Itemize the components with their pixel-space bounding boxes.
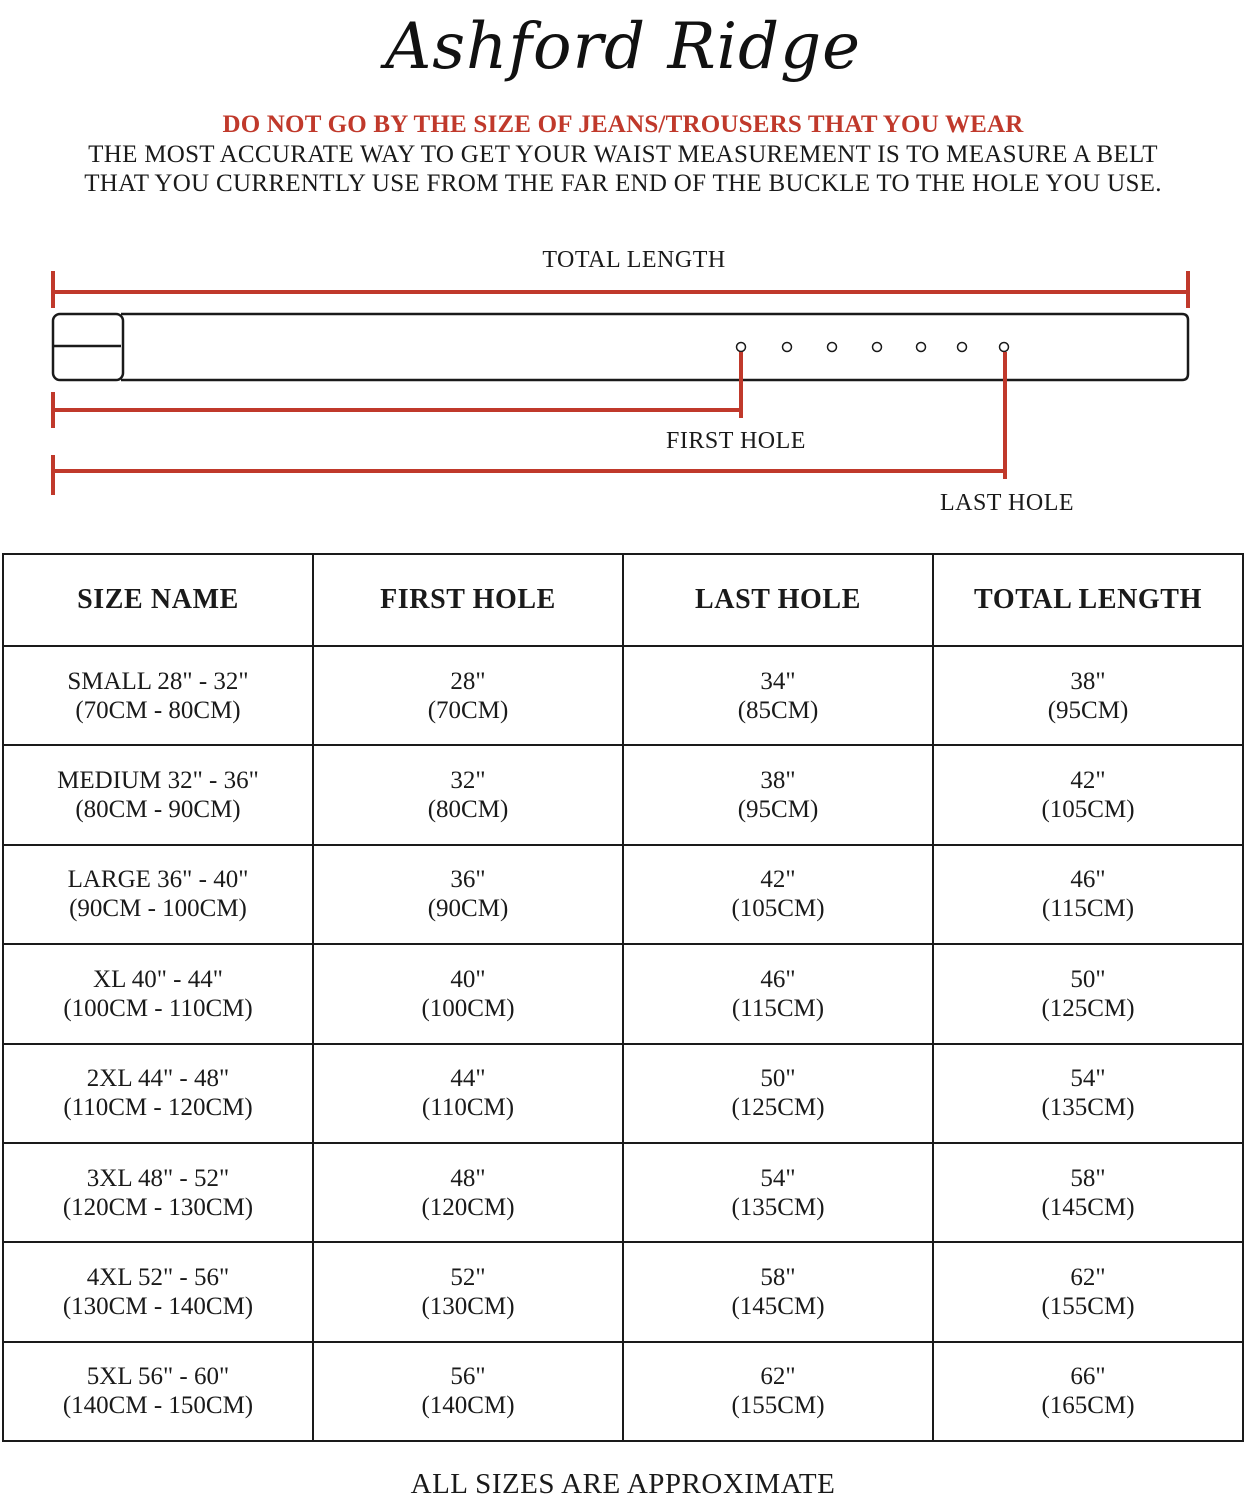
- cell-primary-text: 62": [760, 1363, 796, 1391]
- first-hole-cell: [313, 745, 623, 844]
- cell-secondary-text: (155CM): [731, 1392, 825, 1420]
- cell-primary-text: 58": [1070, 1164, 1106, 1192]
- cell-primary-text: MEDIUM 32" - 36": [57, 767, 259, 795]
- size-name-cell: [3, 1242, 313, 1341]
- cell-primary-text: 40": [450, 965, 486, 993]
- cell-primary-text: 50": [760, 1065, 796, 1093]
- cell-secondary-text: (110CM - 120CM): [63, 1094, 253, 1122]
- cell-secondary-text: (165CM): [1041, 1392, 1135, 1420]
- belt-hole: [873, 343, 882, 352]
- cell-secondary-text: (130CM - 140CM): [62, 1292, 254, 1320]
- cell-secondary-text: (140CM - 150CM): [62, 1392, 254, 1420]
- size-name-cell: [3, 745, 313, 844]
- last-hole-label: LAST HOLE: [939, 490, 1075, 516]
- belt-hole: [958, 343, 967, 352]
- belt-hole: [917, 343, 926, 352]
- column-header-size-name: SIZE NAME: [3, 554, 313, 646]
- brand-logo: Ashford Ridge: [385, 10, 861, 84]
- table-row: [3, 646, 1243, 745]
- table-row: [3, 1044, 1243, 1143]
- total-length-cell: [933, 745, 1243, 844]
- size-chart-body: [3, 646, 1243, 1441]
- belt-hole: [737, 343, 746, 352]
- size-chart-table: [2, 553, 1244, 1442]
- size-name-cell: [3, 845, 313, 944]
- cell-primary-text: 54": [760, 1164, 796, 1192]
- total-length-cell: [933, 1342, 1243, 1441]
- cell-secondary-text: (130CM): [421, 1292, 515, 1320]
- last-hole-cell: [623, 745, 933, 844]
- belt-hole: [828, 343, 837, 352]
- first-hole-cell: [313, 1044, 623, 1143]
- last-hole-cell: [623, 1044, 933, 1143]
- cell-primary-text: 42": [1070, 767, 1106, 795]
- cell-primary-text: SMALL 28" - 32": [67, 667, 249, 695]
- belt-outline: [53, 314, 1188, 380]
- belt-strap: [121, 314, 1188, 380]
- table-row: [3, 745, 1243, 844]
- belt-holes: [737, 343, 1009, 352]
- size-name-cell: [3, 944, 313, 1043]
- total-length-label: TOTAL LENGTH: [542, 247, 726, 273]
- cell-primary-text: 34": [760, 667, 796, 695]
- last-hole-cell: [623, 944, 933, 1043]
- cell-secondary-text: (70CM): [427, 696, 509, 724]
- last-hole-measure: [53, 352, 1005, 495]
- cell-primary-text: 48": [450, 1164, 486, 1192]
- size-name-cell: [3, 1342, 313, 1441]
- cell-primary-text: 54": [1070, 1065, 1106, 1093]
- table-row: [3, 1242, 1243, 1341]
- instruction-line-2: THAT YOU CURRENTLY USE FROM THE FAR END OF THE BUCKLE TO THE HOLE YOU USE.: [84, 170, 1162, 197]
- cell-secondary-text: (145CM): [1041, 1193, 1135, 1221]
- first-hole-label: FIRST HOLE: [666, 428, 806, 454]
- cell-primary-text: 4XL 52" - 56": [86, 1263, 230, 1291]
- cell-secondary-text: (80CM - 90CM): [75, 796, 241, 824]
- cell-primary-text: 46": [760, 965, 796, 993]
- first-hole-cell: [313, 1342, 623, 1441]
- cell-primary-text: 5XL 56" - 60": [86, 1363, 230, 1391]
- cell-secondary-text: (120CM): [421, 1193, 515, 1221]
- first-hole-cell: [313, 1242, 623, 1341]
- cell-primary-text: 2XL 44" - 48": [86, 1065, 230, 1093]
- table-row: [3, 1143, 1243, 1242]
- column-header-total-length: TOTAL LENGTH: [933, 554, 1243, 646]
- cell-secondary-text: (70CM - 80CM): [75, 696, 241, 724]
- cell-secondary-text: (95CM): [737, 796, 819, 824]
- last-hole-cell: [623, 1143, 933, 1242]
- column-header-first-hole: FIRST HOLE: [313, 554, 623, 646]
- cell-primary-text: 38": [760, 767, 796, 795]
- cell-primary-text: 50": [1070, 965, 1106, 993]
- cell-secondary-text: (110CM): [421, 1094, 515, 1122]
- total-length-cell: [933, 1143, 1243, 1242]
- cell-secondary-text: (100CM): [421, 994, 515, 1022]
- cell-secondary-text: (120CM - 130CM): [62, 1193, 254, 1221]
- belt-hole: [1000, 343, 1009, 352]
- last-hole-cell: [623, 646, 933, 745]
- size-name-cell: [3, 1044, 313, 1143]
- total-length-cell: [933, 944, 1243, 1043]
- cell-primary-text: 58": [760, 1263, 796, 1291]
- first-hole-cell: [313, 1143, 623, 1242]
- cell-primary-text: 42": [760, 866, 796, 894]
- cell-primary-text: 32": [450, 767, 486, 795]
- cell-secondary-text: (105CM): [1041, 796, 1135, 824]
- table-row: [3, 1342, 1243, 1441]
- cell-primary-text: 3XL 48" - 52": [86, 1164, 230, 1192]
- first-hole-cell: [313, 646, 623, 745]
- cell-secondary-text: (115CM): [1041, 895, 1135, 923]
- size-warning: DO NOT GO BY THE SIZE OF JEANS/TROUSERS THAT YOU WEAR: [222, 111, 1024, 138]
- cell-secondary-text: (100CM - 110CM): [63, 994, 253, 1022]
- total-length-cell: [933, 1242, 1243, 1341]
- cell-primary-text: XL 40" - 44": [93, 965, 223, 993]
- cell-primary-text: 28": [450, 667, 486, 695]
- table-row: [3, 845, 1243, 944]
- belt-diagram: [0, 230, 1246, 530]
- cell-secondary-text: (125CM): [731, 1094, 825, 1122]
- cell-secondary-text: (105CM): [731, 895, 825, 923]
- instruction-line-1: THE MOST ACCURATE WAY TO GET YOUR WAIST MEASUREMENT IS TO MEASURE A BELT: [88, 141, 1158, 168]
- size-name-cell: [3, 1143, 313, 1242]
- cell-secondary-text: (135CM): [1041, 1094, 1135, 1122]
- belt-hole: [783, 343, 792, 352]
- cell-primary-text: 56": [450, 1363, 486, 1391]
- cell-primary-text: LARGE 36" - 40": [67, 866, 249, 894]
- last-hole-cell: [623, 1242, 933, 1341]
- total-length-cell: [933, 646, 1243, 745]
- cell-secondary-text: (135CM): [731, 1193, 825, 1221]
- cell-secondary-text: (95CM): [1047, 696, 1129, 724]
- cell-secondary-text: (80CM): [427, 796, 509, 824]
- cell-secondary-text: (90CM - 100CM): [69, 895, 247, 923]
- first-hole-cell: [313, 845, 623, 944]
- cell-secondary-text: (155CM): [1041, 1292, 1135, 1320]
- column-header-last-hole: LAST HOLE: [623, 554, 933, 646]
- table-row: [3, 944, 1243, 1043]
- cell-secondary-text: (115CM): [731, 994, 825, 1022]
- cell-secondary-text: (85CM): [737, 696, 819, 724]
- cell-primary-text: 44": [450, 1065, 486, 1093]
- first-hole-cell: [313, 944, 623, 1043]
- cell-primary-text: 66": [1070, 1363, 1106, 1391]
- cell-secondary-text: (145CM): [731, 1292, 825, 1320]
- total-length-cell: [933, 1044, 1243, 1143]
- cell-primary-text: 38": [1070, 667, 1106, 695]
- last-hole-cell: [623, 845, 933, 944]
- cell-primary-text: 36": [450, 866, 486, 894]
- size-name-cell: [3, 646, 313, 745]
- total-length-measure: [53, 271, 1188, 308]
- last-hole-cell: [623, 1342, 933, 1441]
- table-header-row: [3, 554, 1243, 646]
- total-length-cell: [933, 845, 1243, 944]
- cell-secondary-text: (90CM): [427, 895, 509, 923]
- approximate-sizes-note: ALL SIZES ARE APPROXIMATE: [410, 1468, 836, 1500]
- cell-secondary-text: (125CM): [1041, 994, 1135, 1022]
- cell-primary-text: 46": [1070, 866, 1106, 894]
- cell-primary-text: 62": [1070, 1263, 1106, 1291]
- cell-secondary-text: (140CM): [421, 1392, 515, 1420]
- cell-primary-text: 52": [450, 1263, 486, 1291]
- first-hole-measure: [53, 352, 741, 428]
